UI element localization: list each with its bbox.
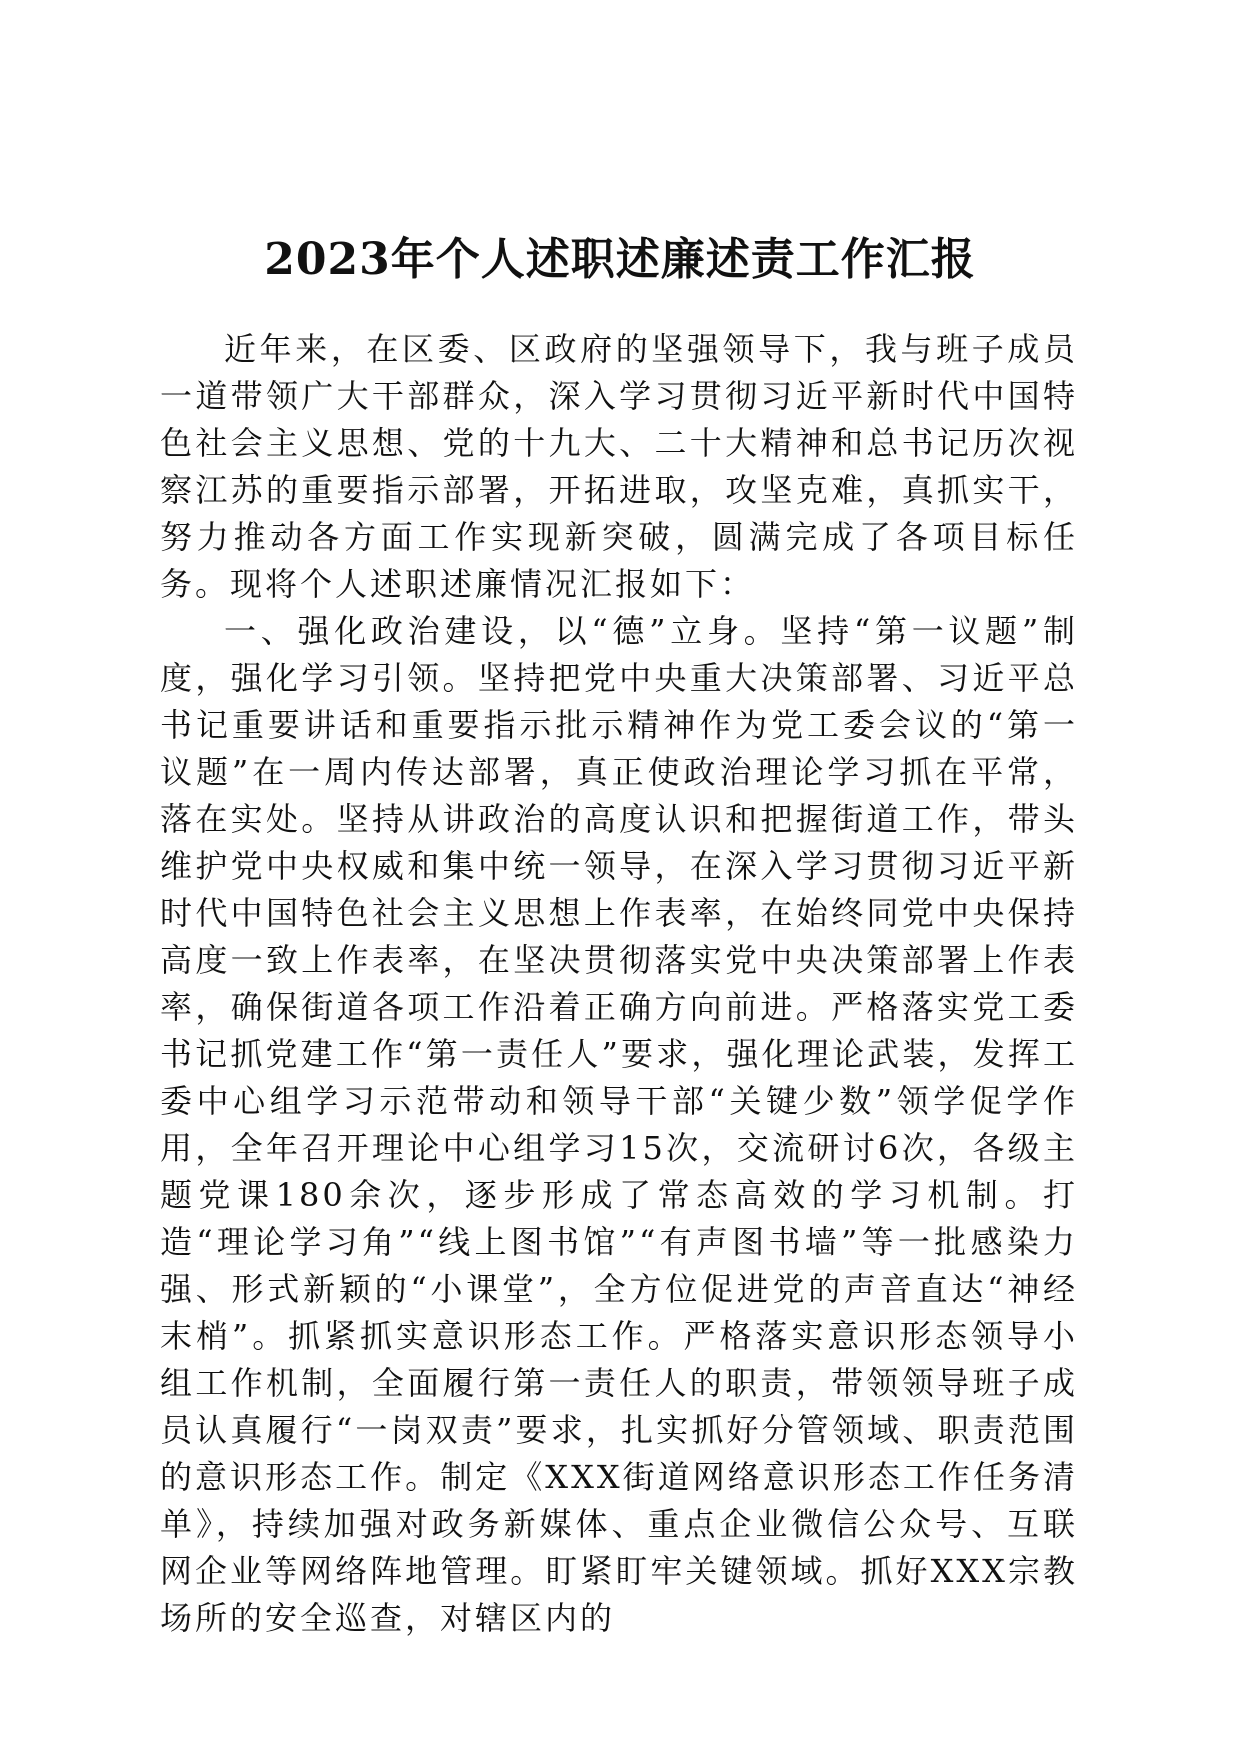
paragraph-intro: 近年来，在区委、区政府的坚强领导下，我与班子成员一道带领广大干部群众，深入学习贯彻习近平新时代中国特色社会主义思想、党的十九大、二十大精神和总书记历次视察江苏的重要指示部署，开拓进取，攻坚克难，真抓实干，努力推动各方面工作实现新突破，圆满完成了各项目标任务。现将个人述职述廉情况汇报如下： — [160, 330, 1078, 603]
document-body — [160, 326, 1078, 1642]
document-title: 2023年个人述职述廉述责工作汇报 — [264, 234, 976, 285]
paragraph-political-building: 一、强化政治建设，以“德”立身。坚持“第一议题”制度，强化学习引领。坚持把党中央重大决策部署、习近平总书记重要讲话和重要指示批示精神作为党工委会议的“第一议题”在一周内传达部署，真正使政治理论学习抓在平常，落在实处。坚持从讲政治的高度认识和把握街道工作，带头维护党中央权威和集中统一领导，在深入学习贯彻习近平新时代中国特色社会主义思想上作表率，在始终同党中央保持高度一致上作表率，在坚决贯彻落实党中央决策部署上作表率，确保街道各项工作沿着正确方向前进。严格落实党工委书记抓党建工作“第一责任人”要求，强化理论武装，发挥工委中心组学习示范带动和领导干部“关键少数”领学促学作用，全年召开理论中心组学习15次，交流研讨6次，各级主题党课180余次，逐步形成了常态高效的学习机制。打造“理论学习角”“线上图书馆”“有声图书墙”等一批感染力强、形式新颖的“小课堂”，全方位促进党的声音直达“神经末梢”。抓紧抓实意识形态工作。严格落实意识形态领导小组工作机制，全面履行第一责任人的职责，带领领导班子成员认真履行“一岗双责”要求，扎实抓好分管领域、职责范围的意识形态工作。制定《XXX街道网络意识形态工作任务清单》，持续加强对政务新媒体、重点企业微信公众号、互联网企业等网络阵地管理。盯紧盯牢关键领域。抓好XXX宗教场所的安全巡查，对辖区内的 — [160, 612, 1078, 1637]
